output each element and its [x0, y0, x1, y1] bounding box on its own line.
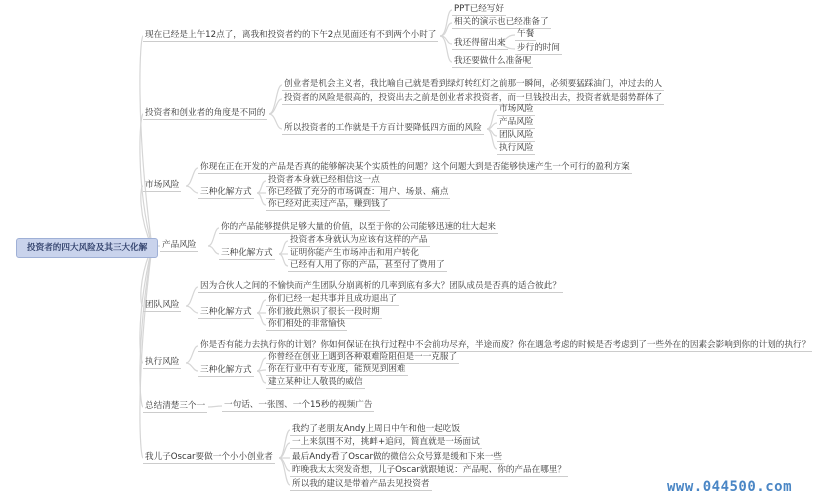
node-team-m1: 你们已经一起共事并且成功退出了: [268, 294, 397, 304]
node-execution-methods: 三种化解方式: [200, 365, 252, 375]
node-product-m1: 投资者本身就认为应该有这样的产品: [290, 235, 428, 245]
node-risk-product: 产品风险: [499, 117, 534, 127]
branch-summary: 总结清楚三个一: [145, 401, 206, 411]
node-team-question: 因为合伙人之间的不愉快而产生团队分崩离析的几率到底有多大？团队成员是否真的适合彼此？: [200, 281, 561, 291]
node-market-m2: 你已经做了充分的市场调查：用户、场景、痛点: [268, 187, 449, 197]
node-product-methods: 三种化解方式: [221, 248, 273, 258]
node-market-m1: 投资者本身就已经相信这一点: [268, 175, 380, 185]
node-investor-risk: 投资者的风险是很高的，投资出去之前是创业者求投资者，而一旦钱投出去，投资者就是弱势群体了: [284, 93, 663, 103]
node-product-m3: 已经有人用了你的产品，甚至付了费用了: [290, 260, 445, 270]
branch-execution-risk: 执行风险: [145, 357, 180, 367]
node-market-m3: 你已经对此卖过产品，赚到钱了: [268, 199, 389, 209]
node-oscar-c3: 最后Andy看了Oscar做的微信公众号算是缓和下来一些: [292, 452, 502, 462]
branch-oscar: 我儿子Oscar要做一个小小创业者: [145, 452, 273, 462]
node-oscar-c4: 昨晚我太太突发奇想，儿子Oscar就跟她说：产品呢、你的产品在哪里？: [292, 465, 566, 475]
node-what-else: 我还要做什么准备呢: [454, 56, 532, 66]
node-execution-m1: 你曾经在创业上遇到各种艰难险阻但是一一克服了: [268, 352, 458, 362]
branch-product-risk: 产品风险: [162, 240, 197, 250]
node-product-m2: 证明你能产生市场冲击和用户转化: [290, 248, 419, 258]
node-reduce-risk: 所以投资者的工作就是千方百计要降低四方面的风险: [284, 123, 482, 133]
node-product-question: 你的产品能够提供足够大量的价值，以至于你的公司能够迅速的壮大起来: [221, 222, 497, 232]
node-market-question: 你现在正在开发的产品是否真的能够解决某个实质性的问题？这个问题大到是否能够快速产生一个可行的盈利方案: [200, 162, 630, 172]
node-team-m3: 你们相处的非常愉快: [268, 319, 346, 329]
node-summary-three: 一句话、一张图、一个15秒的视频广告: [224, 400, 373, 410]
node-ppt-ready: PPT已经写好: [454, 4, 504, 14]
node-team-m2: 你们彼此熟识了很长一段时期: [268, 307, 380, 317]
node-lunch: 午餐: [517, 29, 535, 39]
watermark: www.044500.com: [667, 479, 793, 495]
node-team-methods: 三种化解方式: [200, 307, 252, 317]
node-reserve-time: 我还得留出来: [454, 38, 506, 48]
node-execution-m3: 建立某种让人敬畏的威信: [268, 377, 363, 387]
node-oscar-c2: 一上来氛围不对，挑衅+追问，简直就是一场面试: [292, 437, 480, 447]
branch-market-risk: 市场风险: [145, 180, 180, 190]
branch-time: 现在已经是上午12点了，离我和投资者约的下午2点见面还有不到两个小时了: [145, 30, 437, 40]
node-demo-ready: 相关的演示也已经准备了: [454, 17, 549, 27]
root-topic: 投资者的四大风险及其三大化解: [16, 238, 158, 258]
branch-team-risk: 团队风险: [145, 300, 180, 310]
node-risk-market: 市场风险: [499, 104, 534, 114]
node-risk-execution: 执行风险: [499, 143, 534, 153]
node-oscar-c1: 我约了老朋友Andy上周日中午和他一起吃饭: [292, 424, 460, 434]
node-oscar-c5: 所以我的建议是带着产品去见投资者: [292, 479, 430, 489]
node-market-methods: 三种化解方式: [200, 187, 252, 197]
node-entrepreneur: 创业者是机会主义者，我比喻自己就是看到绿灯转红灯之前那一瞬间，必须要猛踩油门，冲过去的人: [284, 79, 663, 89]
branch-perspective: 投资者和创业者的角度是不同的: [145, 108, 266, 118]
node-risk-team: 团队风险: [499, 130, 534, 140]
node-execution-m2: 你在行业中有专业度，能预见到困难: [268, 364, 406, 374]
node-walking-time: 步行的时间: [517, 43, 560, 53]
node-execution-question: 你是否有能力去执行你的计划？你如何保证在执行过程中不会前功尽弃，半途而废？你在遇急考虑的时候是否考虑到了一些外在的因素会影响到你的计划的执行？: [200, 340, 811, 350]
